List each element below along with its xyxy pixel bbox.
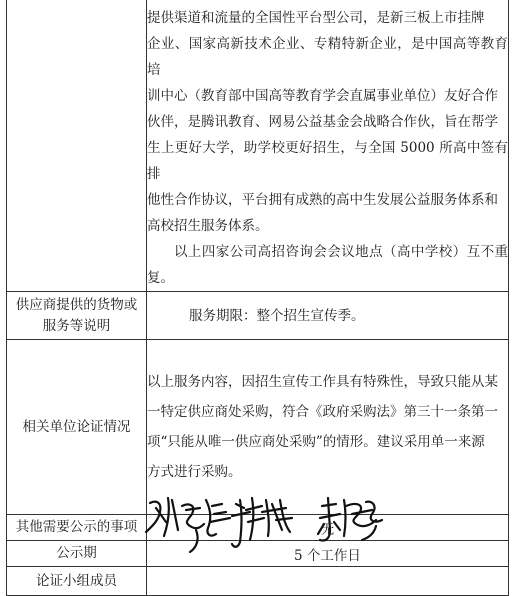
justification-line: 项“只能从唯一供应商处采购”的情形。建议采用单一来源 (147, 434, 485, 450)
panel-members-row (7, 567, 509, 596)
description-line: 训中心（教育部中国高等教育学会直属事业单位）友好合作 (147, 88, 498, 104)
signature-3 (318, 498, 382, 541)
other-matters-label: 其他需要公示的事项 (7, 515, 147, 541)
description-note: 以上四家公司高招咨询会会议地点（高中学校）互不重复。 (147, 244, 508, 286)
signature-1 (146, 498, 230, 552)
description-line: 生上更好大学，助学校更好招生，与全国 5000 所高中签有排 (147, 140, 508, 182)
description-line: 高校招生服务体系。 (147, 218, 269, 234)
justification-label: 相关单位论证情况 (7, 340, 147, 515)
signature-2 (232, 498, 292, 547)
panel-members-label: 论证小组成员 (7, 567, 147, 596)
justification-line: 一特定供应商处采购，符合《政府采购法》第三十一条第一 (147, 404, 498, 420)
publicity-period-label: 公示期 (7, 541, 147, 567)
signatures-cell (147, 567, 509, 596)
publicity-period-value: 5 个工作日 (147, 541, 509, 567)
goods-label-line1: 供应商提供的货物或 (15, 296, 138, 313)
description-line: 伙伴，是腾讯教育、网易公益基金会战略合作伙，旨在帮学 (147, 114, 498, 130)
other-matters-value: 无 (147, 515, 509, 541)
justification-line: 以上服务内容，因招生宣传工作具有特殊性，导致只能从某 (147, 374, 498, 390)
justification-line: 方式进行采购。 (147, 464, 242, 480)
description-line: 他性合作协议，平台拥有成熟的高中生发展公益服务体系和 (147, 192, 498, 208)
description-line: 企业、国家高新技术企业、专精特新企业，是中国高等教育培 (147, 36, 508, 78)
goods-description-text: 服务期限：整个招生宣传季。 (189, 307, 365, 324)
description-line: 提供渠道和流量的全国性平台型公司，是新三板上市挂牌 (147, 10, 485, 26)
goods-label-line2: 服务等说明 (42, 317, 111, 334)
